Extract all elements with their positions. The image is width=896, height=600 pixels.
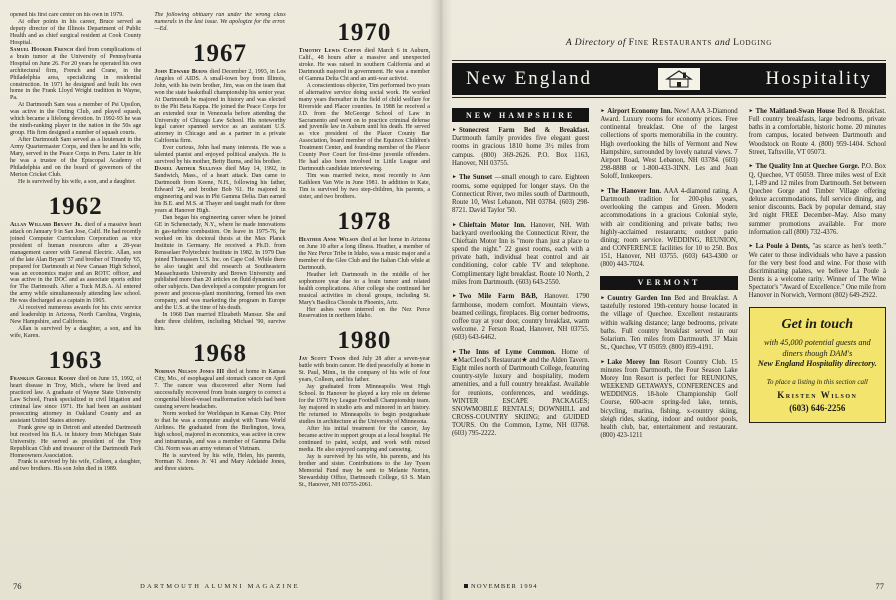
listing-bullet-icon: ►	[452, 175, 457, 181]
listing-name: Two Mile Farm B&B,	[458, 293, 545, 301]
magazine-title: DARTMOUTH ALUMNI MAGAZINE	[140, 583, 300, 590]
listing-bullet-icon: ►	[748, 109, 754, 114]
directory-column	[600, 108, 737, 538]
directory-listing: ► The Sunset —small enough to care. Eighteen rooms, some equipped for longer stays. On the Connecticut River, two miles south of Dartmouth, Route 10, West Lebanon, NH 03784. (603) 298-8721. David Taylor '50.	[452, 174, 590, 214]
listing-name: Airport Economy Inn.	[607, 108, 675, 115]
ad-title: Get in touch	[781, 316, 854, 332]
ad-note: To place a listing in this section call	[766, 377, 868, 386]
deceased-name: Franklin George Koory	[10, 376, 79, 383]
directory-column	[749, 108, 886, 538]
class-year-heading: 1970	[337, 19, 392, 46]
listing-name: The Maitland-Swan House	[755, 108, 838, 115]
left-page-obituaries	[10, 12, 430, 564]
listing-bullet-icon: ►	[600, 188, 606, 194]
banner-inner	[452, 63, 886, 95]
square-bullet-icon	[464, 584, 468, 588]
listing-name: Stonecrest Farm Bed & Breakfast.	[458, 127, 590, 135]
listing-bullet-icon: ►	[600, 296, 606, 302]
right-page-directory	[452, 12, 886, 538]
tagline-segment: A Directory of	[565, 38, 629, 48]
banner-title-left: New England	[466, 68, 592, 89]
obituary-paragraph: He is survived by his wife, Helen, his parents, Norman N. Jones Jr. '41 and Mary Adelaide Jones, and three sisters.	[154, 452, 286, 473]
obituary-paragraph: Ever curious, John had many interests. He was a talented pianist and enjoyed political analysis. He is survived by his mother, Betty Burns, and his brother.	[154, 145, 286, 166]
obituary-paragraph: Heather left Dartmouth in the middle of her sophomore year due to a brain tumor and related health complications. After college she continued her musical activities in choral groups, including St. Mary's Basilica Chorale in Phoenix, Ariz.	[298, 271, 430, 306]
tagline-segment: and	[712, 38, 734, 48]
obituary-paragraph: At Dartmouth Sam was a member of Psi Upsilon, was active in the Outing Club, and played squash, which became a lifelong devotion. In 1992-93 he was the ninth-ranking player in the nation in the 50s age group. His firm designed a number of squash courts.	[10, 102, 142, 137]
obituary-paragraph: Franklin George Koory died on June 15, 1992, of heart disease in Troy, Mich., where he lived and practiced law. A graduate of Wayne State University Law School, Frank specialized in civil litigation and criminal law since 1971. He had been an assistant prosecuting attorney in Oakland County and an assistant United States attorney.	[10, 376, 142, 424]
directory-listing: ► Stonecrest Farm Bed & Breakfast. Dartmouth family provides five elegant guest rooms in gracious 1810 home 3½ miles from campus. (800) 369-2626. P.O. Box 1163, Hanover, NH 03755.	[452, 127, 590, 167]
deceased-name: Allan Willard Bryant Jr.	[10, 221, 85, 228]
obituary-paragraph: Jay is survived by his wife, his parents, and his brother and sister. Contributions to the Jay Tyson Memorial Fund may be sent to Melanie Norten, Stewardship Office, Dartmouth College, 63 S. Main St., Hanover, NH 03755-2061.	[298, 453, 430, 488]
obituary-paragraph: A conscientious objector, Tim performed two years of alternative service doing social work. He worked many years thereafter in the field of child welfare for Riverside and Placer counties. In 1988 he received a J.D. from the McGeorge School of Law in Sacramento and went on to practice criminal defense and juvenile law in Auburn until his death. He served as vice president of the Placer County Bar Association, board member of the Equinox Children's Treatment Center, and founding member of the Placer County Peer Court for first-time juvenile offenders. He had also been involved in Little League and Dartmouth candidate interviewing.	[298, 82, 430, 173]
obituary-paragraph: Her ashes were interred on the Nez Perce Reservation in northern Idaho.	[298, 306, 430, 320]
listing-bullet-icon: ►	[452, 128, 457, 134]
directory-listing: ► Country Garden Inn Bed and Breakfast. A tastefully restored 19th-century house located in the village of Quechee. Excellent restaurants within walking distance; large bedrooms, private baths. Full country breakfast served in our Solarium. Ten miles from Dartmouth. 37 Main St., Quechee, VT 05059. (800) 859-4191.	[600, 295, 738, 351]
deceased-name: Norman Nelson Jones III	[154, 369, 227, 376]
state-header: NEW HAMPSHIRE	[452, 108, 589, 122]
deceased-name: Timothy Lewis Coffin	[298, 48, 365, 54]
listing-name: The Sunset	[458, 174, 495, 182]
deceased-name: Samuel Hooker French	[10, 46, 76, 53]
obituary-paragraph: After his initial treatment for the cancer, Jay became active in support groups at a local hospital. He continued to paint, sculpt, and work with mixed media. He also enjoyed camping and canoeing.	[298, 425, 430, 453]
tagline-segment: Lodging	[733, 38, 773, 48]
banner-title-right: Hospitality	[765, 68, 872, 89]
tagline-segment: Fine Restaurants	[628, 38, 713, 48]
listing-bullet-icon: ►	[600, 359, 606, 365]
listing-name: Country Garden Inn	[607, 295, 675, 303]
obituary-column	[154, 12, 285, 564]
directory-columns	[452, 108, 886, 538]
deceased-name: Daniel Arthur Sullivan	[154, 166, 226, 173]
directory-listing: ► La Poule à Dents, "as scarce as hen's teeth." We cater to those individuals who have a passion for the very best food and wine. For those with discriminating palates, we believe La Poule à Dents is a welcome rarity. Winner of The Wine Spectator's "Award of Excellence." One mile from Hanover in Norwich, Vermont (802) 649-2922.	[748, 243, 886, 300]
directory-tagline	[452, 38, 886, 48]
right-page-footer	[452, 579, 886, 591]
listing-bullet-icon: ►	[748, 244, 754, 250]
class-year-heading: 1967	[192, 39, 247, 67]
obituary-columns	[10, 12, 430, 564]
hospitality-banner	[452, 60, 886, 98]
deceased-name: Jay Scott Tyson	[298, 356, 349, 363]
obituary-paragraph: Jay Scott Tyson died July 28 after a seven-year battle with brain cancer. He died peacefully at home in St. Paul, Minn., in the company of his wife of four years, Colleen, and his father.	[298, 356, 430, 384]
obituary-paragraph: Timothy Lewis Coffin died March 6 in Auburn, Calif., 48 hours after a massive and unexpected stroke. He was raised in southern California and at Dartmouth majored in government. He was a member of Gamma Delta Chi and an anti-war activist.	[298, 48, 430, 82]
directory-column	[452, 108, 589, 538]
ad-body-emphasis: New England Hospitality directory.	[757, 359, 877, 369]
listing-bullet-icon: ►	[600, 109, 606, 114]
obituary-paragraph: Dan began his engineering career when he joined GE in Schenectady, N.Y., where he made innovations in gas-turbine combustion. On leave in 1975-76, he worked on his doctoral thesis at the Max Planck Institute in Germany. He received a Ph.D. from Rensselaer Polytechnic Institute in 1982. In 1979 Dan joined Thomassen U.S. Inc. on Cape Cod. While there he also taught and did research at Southeastern Massachusetts University and Brown University and published more than 20 articles on fluid dynamics and other subjects. Dan developed a computer program for power and process-plant monitoring, formed his own company, and was marketing the program in Europe and the U.S. at the time of his death.	[154, 214, 286, 312]
obituary-paragraph: Daniel Arthur Sullivan died May 14, 1992, in Sandwich, Mass., of a heart attack. Dan came to Dartmouth from Keene, N.H., following his father, Edward '24, and brother Bob '61. He majored in engineering and was in Phi Gamma Delta. Dan earned his B.E. and M.S. at Thayer and taught math for three years at Hanover High.	[154, 166, 286, 214]
directory-listing: ► The Maitland-Swan House Bed & Breakfast. Full country breakfasts, large bedrooms, private baths in a comfortable, historic home. 20 minutes from campus, located between Dartmouth and Woodstock on Route 4. (800) 959-1404. School Street, Taftsville, VT 05073.	[748, 108, 886, 156]
ad-contact-name: Kristen Wilson	[777, 389, 858, 400]
class-year-heading: 1980	[337, 327, 392, 355]
page-fold-shadow	[430, 0, 452, 600]
directory-listing: ► The Hanover Inn. AAA 4-diamond rating. A Dartmouth tradition for 200-plus years, overlooking the campus and Green. Modern accommodations in a gracious Colonial style, with air conditioning and private baths; two highly-acclaimed restaurants; outdoor patio dining; room service. WEDDING, REUNION, and CONFERENCE facilities for 10 to 250. Box 151, Hanover, NH 03755. (603) 643-4300 or (800) 443-7024.	[600, 187, 738, 269]
class-year-heading: 1962	[48, 192, 103, 220]
obituary-paragraph: Allan is survived by a daughter, a son, and his wife, Karen.	[10, 326, 142, 340]
ad-phone: (603) 646-2256	[789, 402, 846, 413]
obituary-paragraph: opened his first care center on his own in 1979.	[10, 12, 124, 18]
obituary-paragraph: Norm worked for Worldspan in Kansas City. Prior to that he was a computer analyst with Trans World Airlines. He graduated from the Burlington, Iowa, high school, majored in economics, was active in crew and intramurals, and was a member of Gamma Delta Chi. Norm was an army veteran of Vietnam.	[154, 410, 286, 452]
issue-date: NOVEMBER 1994	[464, 583, 538, 590]
obituary-column	[10, 12, 141, 564]
ad-body: with 45,000 potential guests and diners though DAM's	[763, 337, 871, 358]
obituary-paragraph: In 1968 Dan married Elizabeth Mansur. She and their three children, including Michael '90, survive him.	[154, 312, 286, 333]
listing-bullet-icon: ►	[452, 294, 457, 300]
obituary-paragraph: After Dartmouth Sam served as a lieutenant in the Army Quartermaster Corps, and then he and his wife, Mary, served in the Peace Corps in Peru. Later in life he was a trustee of the Episcopal Academy of Philadelphia and on the board of governors of the Merion Cricket Club.	[10, 137, 142, 178]
obituary-paragraph: Norman Nelson Jones III died at home in Kansas City, Mo., of esophageal and stomach cancer on April 7. The cancer was discovered after Norm had successfully recovered from brain surgery to correct a congenital blood-vessel malformation which had been causing severe headaches.	[154, 369, 286, 410]
house-icon	[658, 68, 700, 90]
class-year-heading: 1978	[337, 207, 392, 235]
obituary-paragraph: Frank grew up in Detroit and attended Dartmouth but received his B.A. in history from Michigan State University. He served as president of the Troy Republican Club and treasurer of the Dartmouth Park Homeowners Association.	[10, 424, 142, 459]
obituary-paragraph: John Edward Burns died December 2, 1993, in Los Angeles of AIDS. A small-town boy from Illinois, John, with his twin brother, Jim, was on the team that won the state basketball championship his senior year. At Dartmouth he majored in history and was elected to the Phi Beta Kappa. He joined the Peace Corps for an extended tour in Venezuela before attending the University of Chicago Law School. His noteworthy legal career spanned service as an assistant U.S. attorney in Chicago and as a partner in a private California firm.	[154, 68, 286, 145]
state-header: VERMONT	[600, 276, 737, 290]
obituary-paragraph: He is survived by his wife, a son, and a daughter.	[18, 178, 136, 185]
obituary-paragraph: At other points in his career, Bruce served as deputy director of the Illinois Department of Public Health and as chief surgical resident at Cook County Hospital.	[10, 18, 142, 46]
directory-listing: ► The Inns of Lyme Common. Home of ★MacCleod's Restaurant★ and the Alden Tavern. Eight miles north of Dartmouth College, featuring country-style luxury and hospitality, modern amenities, and a full country breakfast. Available for reunions, conferences, and weddings. WINTER ESCAPE PACKAGES; SNOWMOBILE RENTALS; DOWNHILL and CROSS-COUNTRY SKIING; and GUIDED TOURS. On the Common, Lyme, NH 03768. (603) 795-2222.	[452, 348, 590, 438]
obituary-column	[299, 12, 430, 564]
obituary-paragraph: Frank is survived by his wife, Colleen, a daughter, and two brothers. His son John died in 1989.	[10, 459, 142, 473]
listing-name: La Poule à Dents,	[755, 243, 813, 251]
listing-bullet-icon: ►	[748, 164, 754, 170]
obituary-paragraph: Tim was married twice, most recently to Ann Kathleen Van Wie in June 1981. In addition to Kate, Tim is survived by two step-children, his parents, a sister, and two brothers.	[298, 173, 430, 201]
obituary-paragraph: Samuel Hooker French died from complications of a brain tumor at the University of Pennsylvania Hospital on June 26. For 20 years he operated his own architectural firm, French and Crane, in the Philadelphia area, specializing in residential construction. In 1971 he designed and built his own home in the Frank Lloyd Wright tradition in Wayne, Pa.	[10, 46, 142, 102]
directory-listing: ► Chieftain Motor Inn. Hanover, NH. With backyard overlooking the Connecticut River, the Chieftain Motor Inn is "more than just a place to spend the night." 22 guest rooms, each with a private bath, individual heat control and air conditioning, color cable TV and telephone. Complimentary light breakfast. Route 10 North, 2 miles from Dartmouth. (603) 643-2550.	[452, 221, 590, 286]
editor-note: The following obituary ran under the wrong class numerals in the last issue. We apologize for the error.—Ed.	[154, 12, 286, 32]
deceased-name: John Edward Burns	[154, 68, 210, 75]
listing-name: Chieftain Motor Inn.	[458, 221, 531, 229]
obituary-paragraph: Jay graduated from Minneapolis West High School. In Hanover he played a key role on defense for the 1978 Ivy League Football Championship team. Jay majored in studio arts and minored in art history. He returned to Minneapolis to begin postgraduate studies in architecture at the University of Minnesota.	[298, 384, 430, 425]
obituary-paragraph: Al received numerous awards for his civic service and leadership in Arizona, North Carolina, Virginia, New Hampshire, and California.	[10, 305, 142, 326]
class-year-heading: 1968	[192, 340, 247, 368]
page-number-left: 76	[13, 581, 22, 591]
class-year-heading: 1963	[48, 347, 103, 375]
page-number-right: 77	[875, 581, 884, 591]
obituary-paragraph: Allan Willard Bryant Jr. died of a massive heart attack on January 9 in San Jose, Calif. He had recently joined Computer Curriculum Corporation as vice president of human resources after a 28-year management career with General Electric. Allan, son of the late Alan Bryant '37 and brother of Timothy '65, prepared for Dartmouth at New Canaan High School, was an economics major and an ROTC officer, and was active in the DOC and as associate sports editor for The Dartmouth. After a Tuck M.B.A. Al entered the army while simultaneously attending law school. He was discharged as a captain in 1965.	[10, 221, 142, 305]
directory-listing: ► The Quality Inn at Quechee Gorge. P.O. Box Q, Quechee, VT 05059. Three miles west of Exit 1, I-89 and 12 miles from Dartmouth. Set between Quechee Gorge and Timber Village offering deluxe accommodations, full service dining, and senior discounts. Back by popular demand, stay 3rd night FREE December–May. Also many summer promotions available. For more information call (800) 732-4376.	[748, 163, 886, 236]
listing-name: The Hanover Inn.	[607, 187, 664, 195]
listing-name: The Quality Inn at Quechee Gorge.	[755, 163, 862, 171]
listing-name: Lake Morey Inn	[607, 358, 664, 366]
directory-listing: ► Lake Morey Inn Resort Country Club. 15 minutes from Dartmouth, the Four Season Lake Morey Inn Resort is perfect for REUNIONS, WEEKEND GETAWAYS, CONFERENCES and WEDDINGS. 18-hole Championship Golf Course, 600-acre spring-fed lake, tennis, bicycling, marina, fishing, x-country skiing, sleigh rides, skating, indoor and outdoor pools, health club, bar, entertainment and restaurant. (800) 423-1211	[600, 358, 738, 440]
obituary-paragraph: Heather Anne Wilson died at her home in Arizona on June 10 after a long illness. Heather, a member of the Nez Perce Tribe in Idaho, was a music major and a member of the Glee Club and the Italian Club while at Dartmouth.	[298, 236, 430, 271]
listing-bullet-icon: ►	[452, 222, 457, 228]
directory-listing: ► Airport Economy Inn. New! AAA 3-Diamond Award. Luxury rooms for economy prices. Free continental breakfast. One of the largest collections of sports memorabilia in the country. High overlooking the hills of Vermont and New Hampshire, surrounded by lovely natural views. 7 Airport Road, West Lebanon, NH 03784. (603) 298-8888 or 1-800-433-3INN. Les and Joan Soloff, Innkeepers.	[600, 108, 738, 181]
deceased-name: Heather Anne Wilson	[298, 236, 361, 243]
listing-bullet-icon: ►	[452, 349, 457, 355]
directory-listing: ► Two Mile Farm B&B, Hanover. 1790 farmhouse, modern comfort. Mountain views, beamed ceilings, fireplaces. Big corner bedrooms, coffee tray at your door, country breakfast, warm welcome. 2 Ferson Road, Hanover, NH 03755. (603) 643-6462.	[452, 293, 590, 342]
left-page-footer	[10, 579, 430, 591]
directory-ad	[749, 307, 886, 423]
listing-name: The Inns of Lyme Common.	[458, 348, 562, 356]
